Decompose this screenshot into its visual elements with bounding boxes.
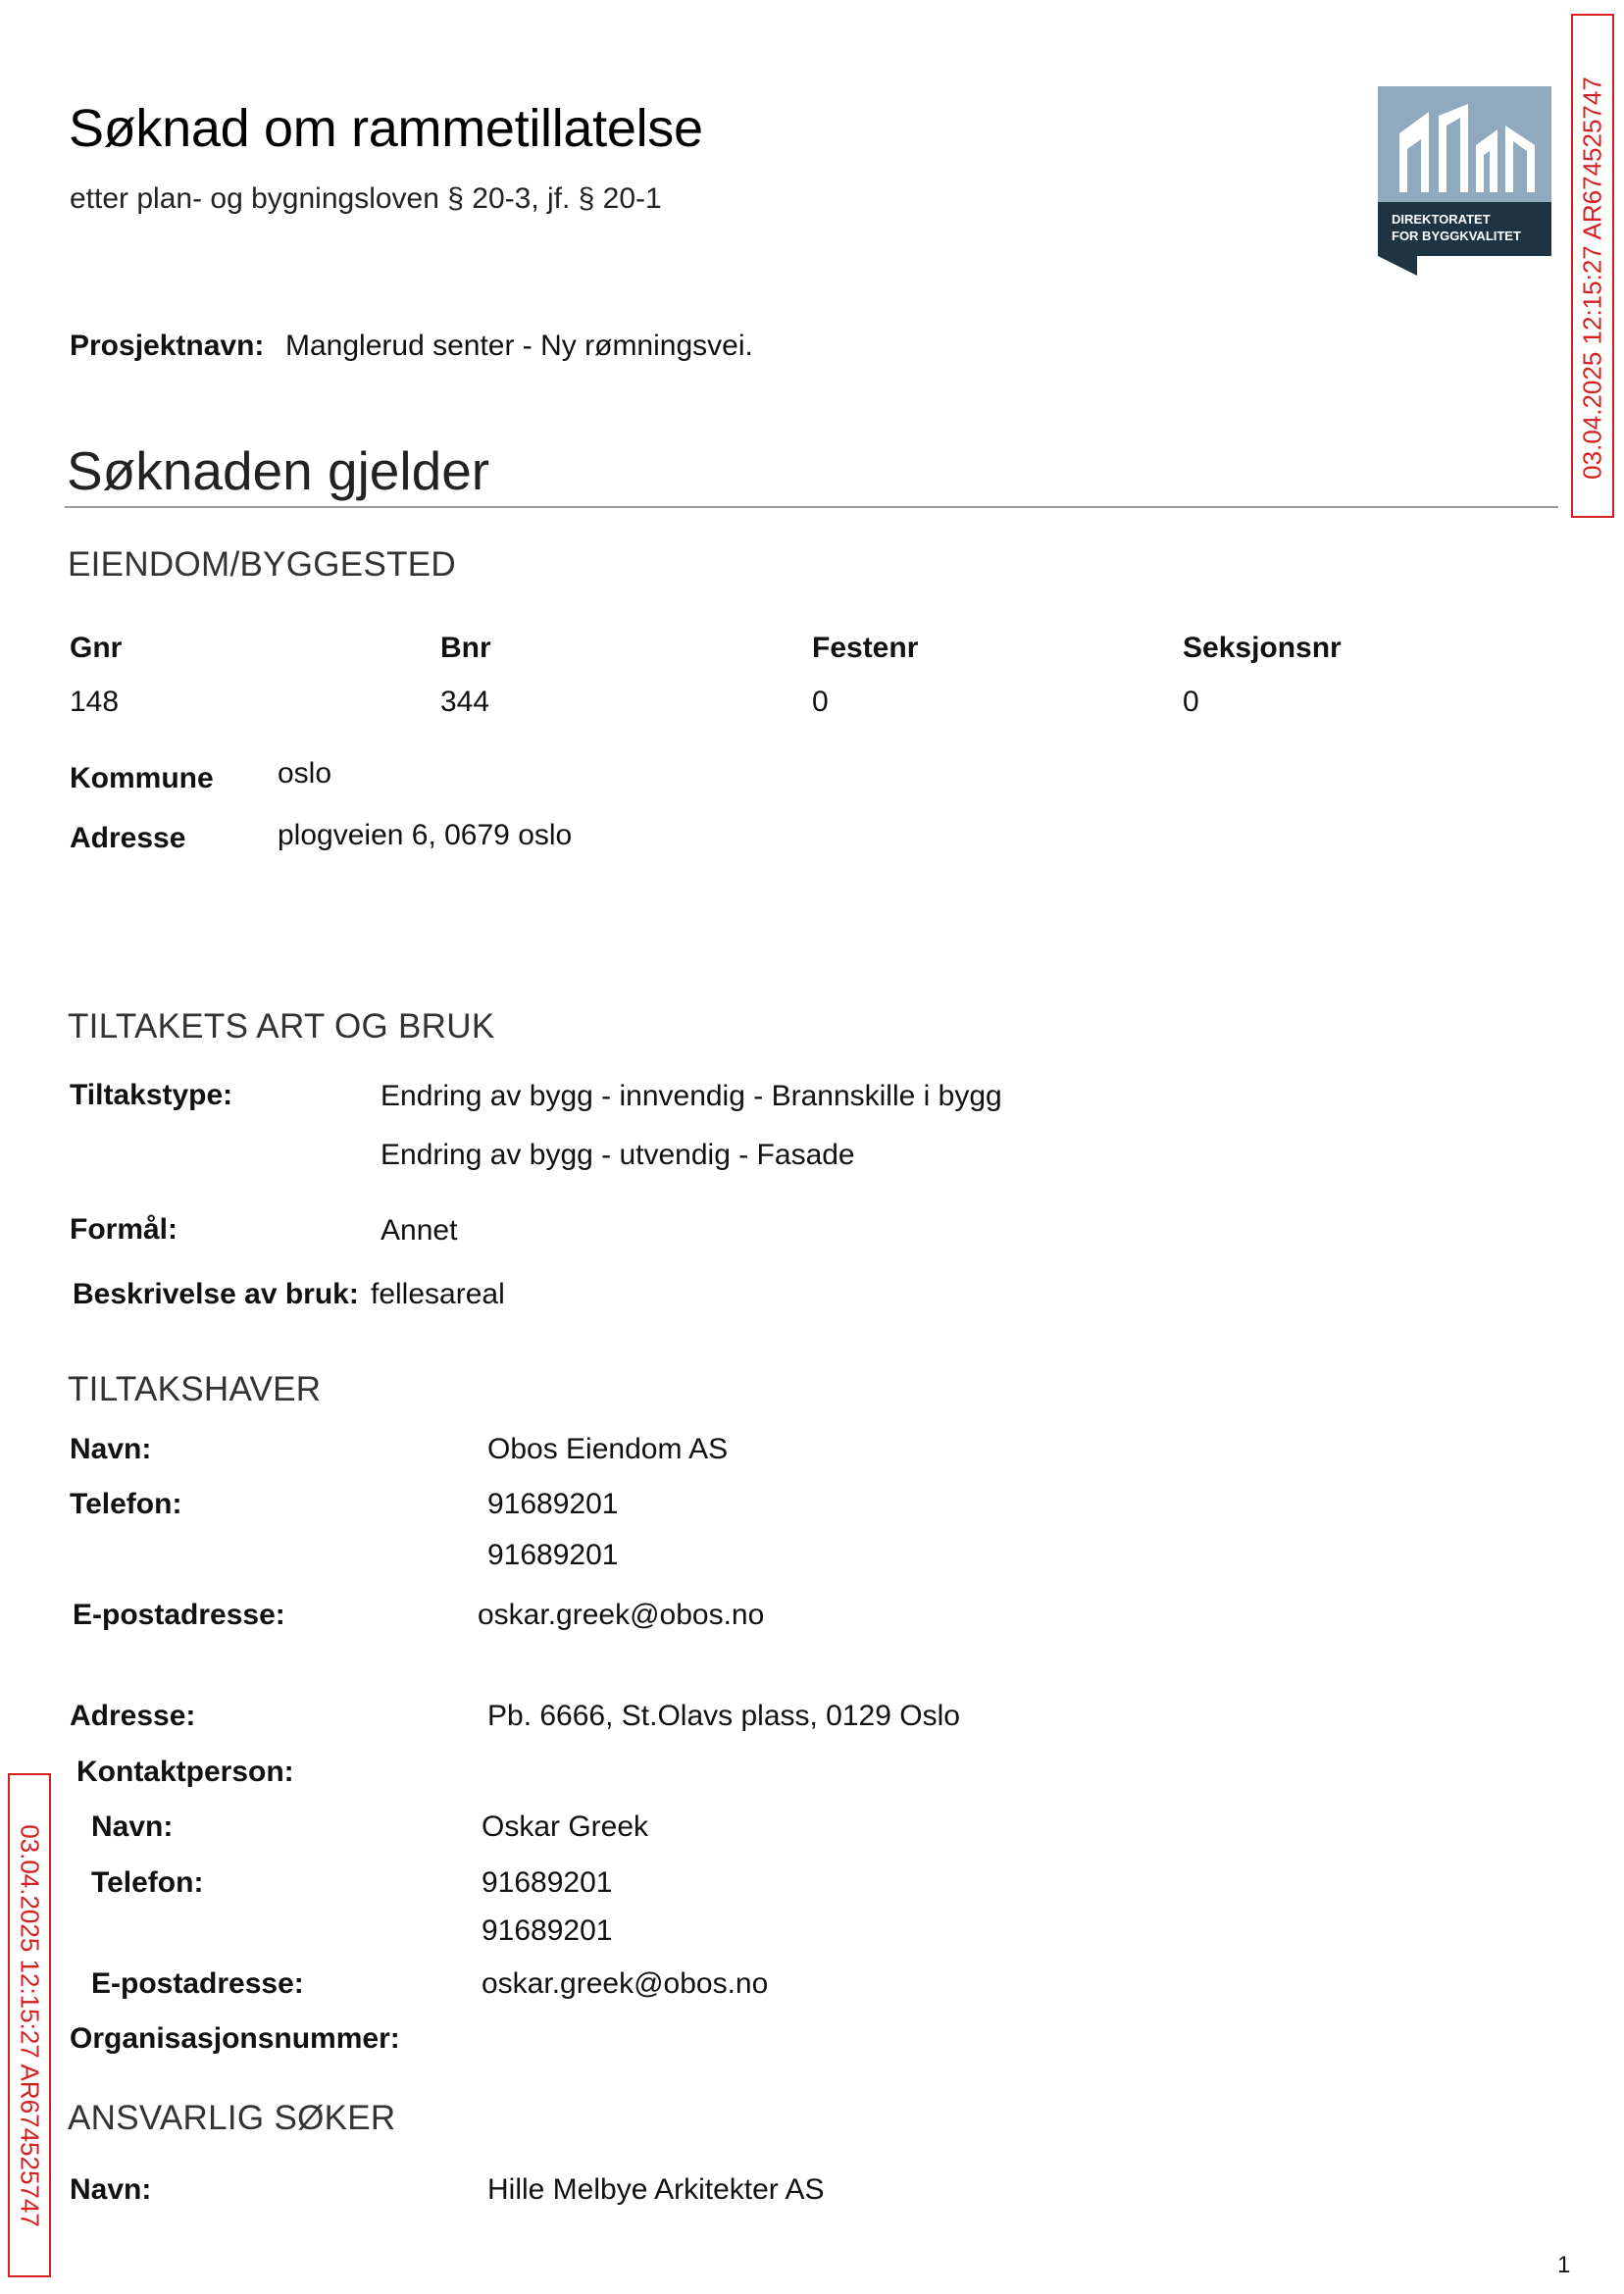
tiltakshaver-navn-value: Obos Eiendom AS: [487, 1433, 729, 1465]
gnr-value: 148: [70, 686, 120, 718]
adresse-value: plogveien 6, 0679 oslo: [278, 819, 573, 851]
tiltakshaver-adresse-value: Pb. 6666, St.Olavs plass, 0129 Oslo: [487, 1700, 960, 1732]
seksjonsnr-label: Seksjonsnr: [1183, 632, 1342, 664]
ansvarlig-navn-value: Hille Melbye Arkitekter AS: [487, 2173, 825, 2206]
kontakt-epost-value: oskar.greek@obos.no: [482, 1967, 769, 2000]
project-name-value: Manglerud senter - Ny rømningsvei.: [285, 330, 753, 362]
kontakt-telefon-value-1: 91689201: [482, 1866, 613, 1899]
kontakt-epost-label: E-postadresse:: [91, 1967, 304, 2000]
project-name-label: Prosjektnavn:: [70, 330, 265, 362]
festenr-label: Festenr: [812, 632, 919, 664]
tiltakstype-value-1: Endring av bygg - innvendig - Brannskille i bygg: [381, 1080, 1002, 1112]
logo-text-line2: FOR BYGGKVALITET: [1392, 229, 1521, 243]
tiltakshaver-adresse-label: Adresse:: [70, 1700, 196, 1732]
stamp-bottom-left: [8, 1773, 51, 2277]
kommune-value: oslo: [278, 757, 332, 790]
tiltakshaver-telefon-label: Telefon:: [70, 1488, 182, 1520]
kontakt-navn-value: Oskar Greek: [482, 1810, 649, 1843]
stamp-text: 03.04.2025 12:15:27 AR674525747: [15, 1824, 45, 2227]
tiltakshaver-heading: TILTAKSHAVER: [68, 1370, 322, 1408]
dibk-logo: [1378, 86, 1551, 276]
stamp-top-right: [1571, 14, 1614, 518]
kommune-label: Kommune: [70, 762, 214, 794]
page-number: 1: [1557, 2252, 1571, 2278]
bruk-label: Beskrivelse av bruk:: [73, 1278, 359, 1310]
adresse-label: Adresse: [70, 822, 186, 854]
kontakt-navn-label: Navn:: [91, 1810, 174, 1843]
tiltakshaver-navn-label: Navn:: [70, 1433, 152, 1465]
seksjonsnr-value: 0: [1183, 686, 1199, 718]
ansvarlig-navn-label: Navn:: [70, 2173, 152, 2206]
tiltak-heading: TILTAKETS ART OG BRUK: [68, 1007, 495, 1045]
section-divider: [65, 506, 1558, 508]
bruk-value: fellesareal: [371, 1278, 505, 1310]
document-subtitle: etter plan- og bygningsloven § 20-3, jf. § 20-1: [70, 182, 662, 215]
tiltakshaver-epost-label: E-postadresse:: [73, 1599, 285, 1631]
gnr-label: Gnr: [70, 632, 123, 664]
logo-text-line1: DIREKTORATET: [1392, 212, 1491, 227]
stamp-text: 03.04.2025 12:15:27 AR674525747: [1577, 76, 1607, 480]
tiltakshaver-telefon-value-1: 91689201: [487, 1488, 619, 1520]
section-title: Søknaden gjelder: [67, 440, 490, 501]
tiltakstype-value-2: Endring av bygg - utvendig - Fasade: [381, 1139, 855, 1171]
festenr-value: 0: [812, 686, 829, 718]
kontakt-telefon-value-2: 91689201: [482, 1914, 613, 1947]
bnr-label: Bnr: [440, 632, 491, 664]
formaal-value: Annet: [381, 1214, 458, 1247]
kontakt-telefon-label: Telefon:: [91, 1866, 204, 1899]
tiltakshaver-epost-value: oskar.greek@obos.no: [478, 1599, 765, 1631]
document-title: Søknad om rammetillatelse: [69, 99, 703, 158]
property-heading: EIENDOM/BYGGESTED: [68, 545, 456, 584]
tiltakshaver-telefon-value-2: 91689201: [487, 1539, 619, 1571]
kontaktperson-label: Kontaktperson:: [76, 1756, 294, 1788]
formaal-label: Formål:: [70, 1213, 178, 1246]
tiltakstype-label: Tiltakstype:: [70, 1079, 233, 1111]
bnr-value: 344: [440, 686, 490, 718]
orgnr-label: Organisasjonsnummer:: [70, 2022, 400, 2055]
ansvarlig-heading: ANSVARLIG SØKER: [68, 2099, 396, 2137]
